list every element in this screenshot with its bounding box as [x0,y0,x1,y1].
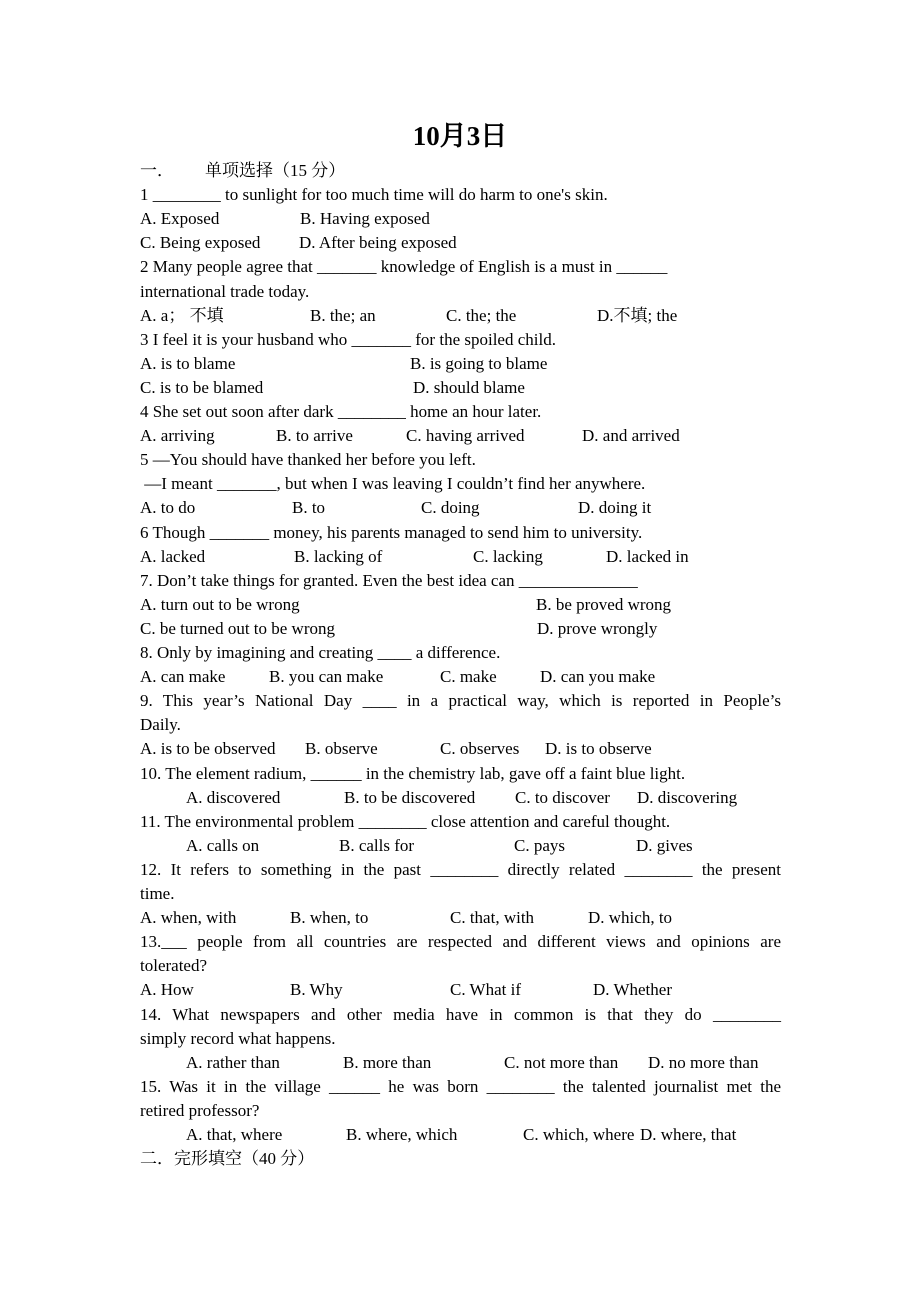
option-a: A. Exposed [140,209,220,228]
option-d: D. lacked in [606,547,689,566]
option-b: B. observe [305,739,378,758]
question-stem [0,1028,920,1050]
question-stem [0,184,920,206]
option-c: C. make [440,667,497,686]
section-title: 单项选择（15 分） [205,161,346,180]
option-a: A. arriving [140,426,215,445]
option-a: A. turn out to be wrong [140,595,300,614]
question-text: simply record what happens. [140,1029,336,1048]
option-d: D. prove wrongly [537,619,658,638]
question-stem [0,931,920,953]
question-stem [0,449,920,471]
option-c: C. Being exposed [140,233,261,252]
question-text: 3 I feel it is your husband who _______ for the spoiled child. [140,330,556,349]
option-a: A. when, with [140,908,237,927]
question-text: time. [140,884,175,903]
question-text: Daily. [140,715,181,734]
option-a: A. calls on [186,836,260,855]
option-d: D. where, that [640,1125,737,1144]
question-text: 1 ________ to sunlight for too much time will do harm to one's skin. [140,185,608,204]
option-a: A. discovered [186,788,281,807]
option-d: D. can you make [540,667,656,686]
answer-options [0,594,920,616]
answer-options [0,425,920,447]
option-b: B. when, to [290,908,369,927]
question-text: 13.___ people from all countries are respected and different views and opinions are [140,932,781,951]
question-stem [0,883,920,905]
section-title: 二．完形填空（40 分） [140,1149,315,1168]
question-stem [0,714,920,736]
option-d: D. discovering [637,788,738,807]
question-stem [0,329,920,351]
section-heading [0,160,920,182]
option-a: A. a； 不填 [140,306,224,325]
option-c: C. is to be blamed [140,378,264,397]
question-text: tolerated? [140,956,208,975]
option-c: C. the; the [446,306,517,325]
question-stem [0,690,920,712]
option-b: B. to arrive [276,426,353,445]
option-c: C. doing [421,498,480,517]
option-c: C. to discover [515,788,610,807]
question-stem [0,473,920,495]
question-text: 8. Only by imagining and creating ____ a difference. [140,643,501,662]
option-c: C. be turned out to be wrong [140,619,335,638]
question-stem [0,401,920,423]
option-b: B. lacking of [294,547,383,566]
question-text: 2 Many people agree that _______ knowledge of English is a must in ______ [140,257,668,276]
question-text: 5 —You should have thanked her before you left. [140,450,476,469]
question-text: —I meant _______, but when I was leaving I couldn’t find her anywhere. [140,474,646,493]
option-a: A. is to be observed [140,739,276,758]
option-b: B. Having exposed [300,209,430,228]
section-heading [0,1148,920,1170]
option-c: C. pays [514,836,565,855]
question-stem [0,1100,920,1122]
answer-options [0,835,920,857]
question-stem [0,570,920,592]
question-text: 14. What newspapers and other media have in common is that they do ________ [140,1005,781,1024]
question-stem [0,642,920,664]
answer-options [0,546,920,568]
question-text: 9. This year’s National Day ____ in a practical way, which is reported in People’s [140,691,781,710]
option-a: A. lacked [140,547,206,566]
question-text: international trade today. [140,282,310,301]
option-a: A. can make [140,667,226,686]
question-text: 10. The element radium, ______ in the chemistry lab, gave off a faint blue light. [140,764,686,783]
question-stem [0,522,920,544]
option-d: D. Whether [593,980,672,999]
option-c: C. which, where [523,1125,635,1144]
option-b: B. more than [343,1053,432,1072]
option-c: C. having arrived [406,426,525,445]
option-b: B. calls for [339,836,415,855]
option-b: B. is going to blame [410,354,548,373]
option-a: A. that, where [186,1125,283,1144]
option-a: A. How [140,980,194,999]
section-number: 一． [140,161,174,180]
answer-options [0,666,920,688]
question-text: 15. Was it in the village ______ he was born ________ the talented journalist met the [140,1077,781,1096]
question-stem [0,1004,920,1026]
question-text: 12. It refers to something in the past ________ directly related ________ the present [140,860,781,879]
option-d: D.不填; the [597,306,678,325]
question-stem [0,955,920,977]
question-text: 6 Though _______ money, his parents managed to send him to university. [140,523,643,542]
question-stem [0,1076,920,1098]
question-stem [0,281,920,303]
option-b: B. be proved wrong [536,595,672,614]
page-title: 10月3日 [412,121,508,151]
option-b: B. the; an [310,306,376,325]
answer-options [0,497,920,519]
option-c: C. not more than [504,1053,619,1072]
option-b: B. you can make [269,667,384,686]
option-c: C. lacking [473,547,543,566]
option-d: D. doing it [578,498,652,517]
option-a: A. is to blame [140,354,236,373]
answer-options [0,738,920,760]
question-stem [0,256,920,278]
answer-options [0,1052,920,1074]
answer-options [0,232,920,254]
option-d: D. and arrived [582,426,680,445]
option-c: C. that, with [450,908,535,927]
option-d: D. should blame [413,378,525,397]
answer-options [0,208,920,230]
question-text: 7. Don’t take things for granted. Even the best idea can ______________ [140,571,638,590]
option-c: C. observes [440,739,520,758]
option-d: D. After being exposed [299,233,457,252]
answer-options [0,305,920,327]
option-d: D. no more than [648,1053,759,1072]
option-d: D. gives [636,836,693,855]
answer-options [0,377,920,399]
option-b: B. to [292,498,326,517]
answer-options [0,618,920,640]
option-a: A. rather than [186,1053,280,1072]
answer-options [0,787,920,809]
question-text: 11. The environmental problem ________ close attention and careful thought. [140,812,671,831]
option-c: C. What if [450,980,521,999]
question-stem [0,859,920,881]
option-d: D. is to observe [545,739,652,758]
answer-options [0,353,920,375]
question-stem [0,811,920,833]
option-d: D. which, to [588,908,673,927]
option-b: B. Why [290,980,343,999]
option-b: B. where, which [346,1125,458,1144]
option-b: B. to be discovered [344,788,476,807]
option-a: A. to do [140,498,196,517]
answer-options [0,979,920,1001]
question-text: 4 She set out soon after dark ________ home an hour later. [140,402,542,421]
question-text: retired professor? [140,1101,260,1120]
answer-options [0,1124,920,1146]
question-stem [0,763,920,785]
answer-options [0,907,920,929]
